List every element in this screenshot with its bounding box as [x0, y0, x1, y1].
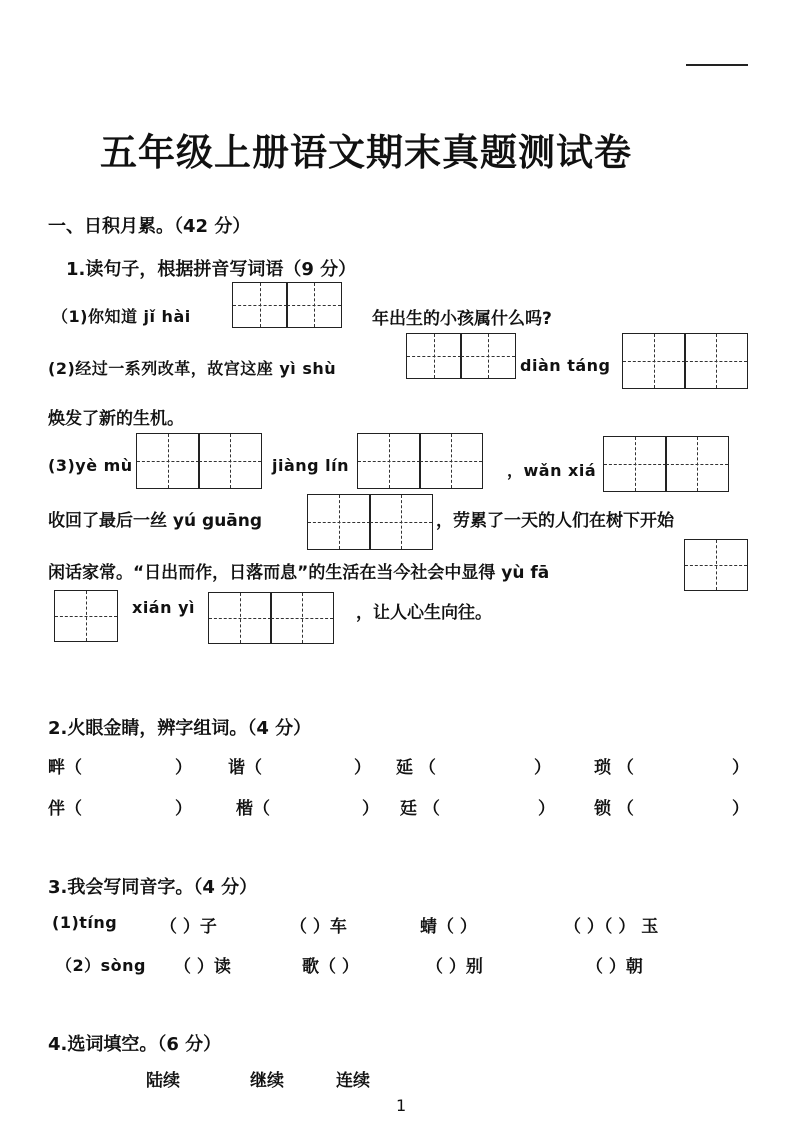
- q1-heading: 1.读句子，根据拼音写词语（9 分）: [66, 259, 357, 280]
- q4-word: 陆续: [146, 1071, 180, 1091]
- q1-s3-pinyin1: (3)yè mù: [48, 456, 133, 475]
- q2-blank-end[interactable]: ）: [538, 799, 555, 819]
- q3-pinyin: （2）sòng: [56, 956, 146, 975]
- answer-grid-yuguang[interactable]: [307, 494, 433, 550]
- q1-s3-line2-suffix: ，劳累了一天的人们在树下开始: [436, 511, 674, 531]
- answer-grid-yufa-2[interactable]: [54, 590, 118, 642]
- q2-char: 琐 （: [594, 758, 634, 778]
- page-number: 1: [396, 1096, 407, 1115]
- q2-blank-end[interactable]: ）: [362, 799, 379, 819]
- q2-char: 楷（: [236, 799, 270, 819]
- q1-s3-end: ，让人心生向往。: [356, 603, 492, 623]
- q2-char: 伴（: [48, 799, 82, 819]
- answer-grid-wanxia[interactable]: [603, 436, 729, 492]
- q2-char: 延 （: [396, 758, 436, 778]
- q2-blank-end[interactable]: ）: [175, 758, 192, 778]
- char-box[interactable]: [54, 590, 118, 642]
- char-box[interactable]: [460, 333, 516, 379]
- char-box[interactable]: [419, 433, 483, 489]
- answer-grid-jianglin[interactable]: [357, 433, 483, 489]
- q2-blank-end[interactable]: ）: [534, 758, 551, 778]
- q2-char: 锁 （: [594, 799, 634, 819]
- q3-item[interactable]: （ ）别: [426, 957, 483, 977]
- q2-blank-end[interactable]: ）: [732, 758, 749, 778]
- q1-s2-cont: 焕发了新的生机。: [48, 409, 184, 429]
- q1-s3-pinyin3: ，wǎn xiá: [507, 461, 597, 480]
- q3-item[interactable]: （ ）车: [290, 917, 347, 937]
- q2-blank-end[interactable]: ）: [175, 799, 192, 819]
- q2-char: 畔（: [48, 758, 82, 778]
- q3-item[interactable]: （ ）子: [160, 917, 217, 937]
- char-box[interactable]: [603, 436, 667, 492]
- char-box[interactable]: [406, 333, 462, 379]
- char-box[interactable]: [622, 333, 686, 389]
- q2-blank-end[interactable]: ）: [354, 758, 371, 778]
- q4-heading: 4.选词填空。（6 分）: [48, 1034, 222, 1055]
- q2-heading: 2.火眼金睛，辨字组词。（4 分）: [48, 718, 312, 739]
- char-box[interactable]: [684, 539, 748, 591]
- q1-s2-prefix: (2)经过一系列改革，故宫这座 yì shù: [48, 359, 337, 378]
- section1-heading: 一、日积月累。（42 分）: [48, 216, 251, 237]
- answer-grid-xianyi[interactable]: [208, 592, 334, 644]
- char-box[interactable]: [369, 494, 433, 550]
- char-box[interactable]: [198, 433, 262, 489]
- answer-grid-yufa-1[interactable]: [684, 539, 748, 591]
- char-box[interactable]: [232, 282, 288, 328]
- char-box[interactable]: [684, 333, 748, 389]
- q1-s3-pinyin2: jiàng lín: [272, 456, 350, 475]
- char-box[interactable]: [208, 592, 272, 644]
- page-title: 五年级上册语文期末真题测试卷: [100, 131, 632, 174]
- answer-grid-diantang[interactable]: [622, 333, 748, 389]
- q1-s1-prefix: （1)你知道 jǐ hài: [52, 307, 191, 326]
- q1-s3-pinyin4: xián yì: [132, 598, 195, 617]
- answer-grid-yishu[interactable]: [406, 333, 516, 379]
- char-box[interactable]: [136, 433, 200, 489]
- char-box[interactable]: [286, 282, 342, 328]
- q3-item[interactable]: （ ）朝: [586, 957, 643, 977]
- q2-blank-end[interactable]: ）: [732, 799, 749, 819]
- char-box[interactable]: [665, 436, 729, 492]
- q3-item[interactable]: （ ）读: [174, 957, 231, 977]
- name-line: [686, 64, 748, 66]
- q3-pinyin: (1)tíng: [52, 913, 118, 932]
- q4-word: 继续: [250, 1071, 284, 1091]
- q1-s3-line2: 收回了最后一丝 yú guāng: [48, 511, 263, 531]
- q2-char: 谐（: [228, 758, 262, 778]
- q1-s3-line3: 闲话家常。“日出而作，日落而息”的生活在当今社会中显得 yù fā: [48, 563, 550, 583]
- q4-word: 连续: [336, 1071, 370, 1091]
- q3-item[interactable]: 蜻（ ）: [420, 917, 477, 937]
- q3-item[interactable]: 歌（ ）: [302, 957, 359, 977]
- q3-heading: 3.我会写同音字。（4 分）: [48, 877, 258, 898]
- q1-s1-suffix: 年出生的小孩属什么吗?: [372, 309, 552, 329]
- char-box[interactable]: [307, 494, 371, 550]
- char-box[interactable]: [357, 433, 421, 489]
- char-box[interactable]: [270, 592, 334, 644]
- answer-grid-yemu[interactable]: [136, 433, 262, 489]
- q1-s2-pinyin2: diàn táng: [520, 356, 611, 375]
- answer-grid-jihai[interactable]: [232, 282, 342, 328]
- q2-char: 廷 （: [400, 799, 440, 819]
- q3-item[interactable]: （ ）（ ） 玉: [564, 917, 659, 937]
